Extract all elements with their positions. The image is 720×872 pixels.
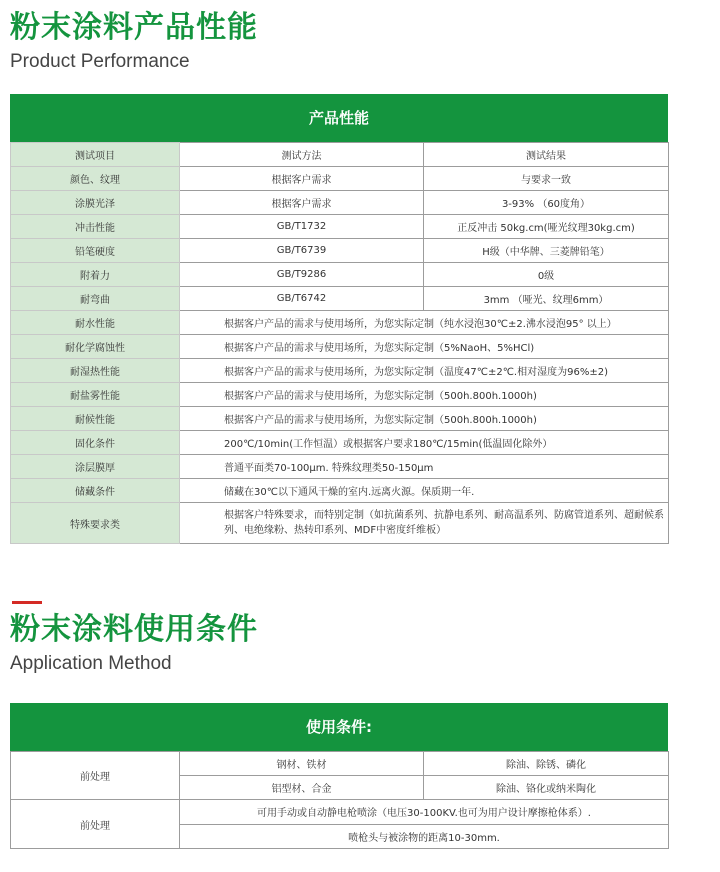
test-item-cell: 特殊要求类 — [11, 503, 180, 544]
section-title-performance: 粉末涂料产品性能 — [10, 10, 258, 45]
header-test-result: 测试结果 — [424, 143, 669, 167]
section-subtitle-performance: Product Performance — [10, 51, 190, 72]
table-row — [11, 311, 669, 335]
test-item-cell: 冲击性能 — [11, 215, 180, 239]
material-cell: 铝型材、合金 — [180, 776, 424, 800]
spray-method-cell: 可用手动或自动静电枪喷涂（电压30-100KV.也可为用户设计摩擦枪体系）. — [180, 800, 669, 825]
description-cell: 根据客户产品的需求与使用场所，为您实际定制（500h.800h.1000h) — [180, 407, 669, 431]
test-item-cell: 耐水性能 — [11, 311, 180, 335]
application-table — [10, 703, 668, 849]
table-row — [11, 359, 669, 383]
performance-grid — [10, 142, 669, 544]
performance-table-title: 产品性能 — [10, 94, 668, 142]
table-row — [11, 287, 669, 311]
test-method-cell: 根据客户需求 — [180, 167, 424, 191]
test-method-cell: GB/T9286 — [180, 263, 424, 287]
description-cell: 根据客户产品的需求与使用场所，为您实际定制（纯水浸泡30℃±2.沸水浸泡95° 以上） — [180, 311, 669, 335]
table-row — [11, 239, 669, 263]
process-cell: 除油、除锈、磷化 — [424, 752, 669, 776]
test-item-cell: 耐候性能 — [11, 407, 180, 431]
table-row — [11, 407, 669, 431]
header-test-method: 测试方法 — [180, 143, 424, 167]
process-cell: 除油、铬化或纳米陶化 — [424, 776, 669, 800]
test-result-cell: 3mm （哑光、纹理6mm） — [424, 287, 669, 311]
table-row — [11, 335, 669, 359]
test-method-cell: GB/T1732 — [180, 215, 424, 239]
table-row — [11, 455, 669, 479]
table-row — [11, 263, 669, 287]
application-table-title: 使用条件: — [10, 703, 668, 751]
test-item-cell: 耐盐雾性能 — [11, 383, 180, 407]
description-cell: 根据客户产品的需求与使用场所，为您实际定制（5%NaoH、5%HCl) — [180, 335, 669, 359]
description-cell: 200℃/10min(工作恒温）或根据客户要求180℃/15min(低温固化除外） — [180, 431, 669, 455]
test-item-cell: 涂膜光泽 — [11, 191, 180, 215]
performance-table — [10, 94, 668, 544]
test-item-cell: 耐湿热性能 — [11, 359, 180, 383]
test-method-cell: GB/T6739 — [180, 239, 424, 263]
test-item-cell: 储藏条件 — [11, 479, 180, 503]
test-result-cell: 与要求一致 — [424, 167, 669, 191]
description-cell: 根据客户特殊要求，而特别定制（如抗菌系列、抗静电系列、耐高温系列、防腐管道系列、超耐候系列、电绝缘粉、热转印系列、MDF中密度纤维板） — [180, 503, 669, 544]
spray-distance-cell: 喷枪头与被涂物的距离10-30mm. — [180, 824, 669, 849]
test-result-cell: H级（中华牌、三菱牌铅笔） — [424, 239, 669, 263]
header-row — [11, 143, 669, 167]
test-result-cell: 0级 — [424, 263, 669, 287]
test-item-cell: 固化条件 — [11, 431, 180, 455]
table-row — [11, 800, 669, 825]
test-method-cell: 根据客户需求 — [180, 191, 424, 215]
table-row — [11, 215, 669, 239]
test-item-cell: 涂层膜厚 — [11, 455, 180, 479]
application-grid — [10, 751, 669, 849]
test-item-cell: 铅笔硬度 — [11, 239, 180, 263]
description-cell: 储藏在30℃以下通风干燥的室内.远离火源。保质期一年. — [180, 479, 669, 503]
test-result-cell: 3-93% （60度角） — [424, 191, 669, 215]
material-cell: 钢材、铁材 — [180, 752, 424, 776]
test-result-cell: 正反冲击 50kg.cm(哑光纹理30kg.cm) — [424, 215, 669, 239]
header-test-item: 测试项目 — [11, 143, 180, 167]
test-item-cell: 附着力 — [11, 263, 180, 287]
table-row — [11, 752, 669, 776]
table-row — [11, 431, 669, 455]
section-subtitle-application: Application Method — [10, 653, 172, 674]
section-accent-bar — [12, 601, 42, 604]
pretreatment-label: 前处理 — [11, 800, 180, 849]
table-row — [11, 503, 669, 544]
description-cell: 根据客户产品的需求与使用场所，为您实际定制（温度47℃±2℃.相对湿度为96%±2) — [180, 359, 669, 383]
description-cell: 根据客户产品的需求与使用场所，为您实际定制（500h.800h.1000h) — [180, 383, 669, 407]
table-row — [11, 167, 669, 191]
description-cell: 普通平面类70-100μm. 特殊纹理类50-150μm — [180, 455, 669, 479]
section-title-application: 粉末涂料使用条件 — [10, 612, 258, 647]
test-item-cell: 耐化学腐蚀性 — [11, 335, 180, 359]
table-row — [11, 191, 669, 215]
table-row — [11, 479, 669, 503]
pretreatment-label: 前处理 — [11, 752, 180, 800]
table-row — [11, 383, 669, 407]
test-method-cell: GB/T6742 — [180, 287, 424, 311]
test-item-cell: 颜色、纹理 — [11, 167, 180, 191]
test-item-cell: 耐弯曲 — [11, 287, 180, 311]
